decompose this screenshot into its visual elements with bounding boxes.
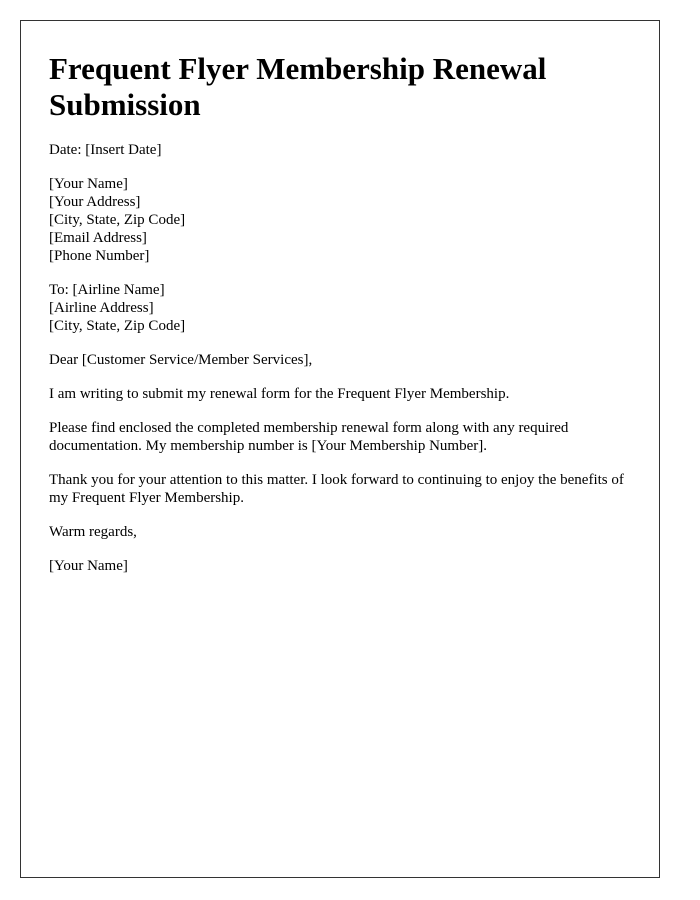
body-paragraph-2: Please find enclosed the completed membership renewal form along with any required documentation. My membership number is [Your Membership Number]. [49, 420, 569, 454]
letter-content [49, 51, 631, 591]
sender-email: [Email Address] [49, 230, 147, 246]
recipient-address-block [49, 281, 631, 335]
letter-title: Frequent Flyer Membership Renewal Submission [49, 51, 547, 122]
body-paragraph-1: I am writing to submit my renewal form for the Frequent Flyer Membership. [49, 386, 510, 402]
sender-address-block [49, 175, 631, 265]
sender-address: [Your Address] [49, 194, 141, 210]
body-paragraph-3: Thank you for your attention to this matter. I look forward to continuing to enjoy the benefits of my Frequent Flyer Membership. [49, 472, 624, 506]
recipient-city-state-zip: [City, State, Zip Code] [49, 318, 186, 334]
signature: [Your Name] [49, 558, 128, 574]
sender-city-state-zip: [City, State, Zip Code] [49, 212, 186, 228]
closing: Warm regards, [49, 524, 137, 540]
recipient-address: [Airline Address] [49, 300, 154, 316]
letter-page [20, 20, 660, 878]
sender-name: [Your Name] [49, 176, 128, 192]
salutation: Dear [Customer Service/Member Services], [49, 352, 313, 368]
sender-phone: [Phone Number] [49, 248, 150, 264]
date-line: Date: [Insert Date] [49, 142, 162, 158]
recipient-name: To: [Airline Name] [49, 282, 165, 298]
